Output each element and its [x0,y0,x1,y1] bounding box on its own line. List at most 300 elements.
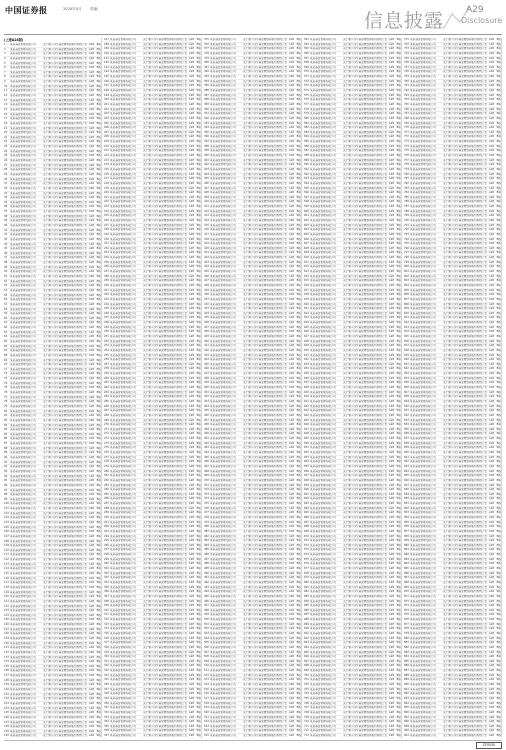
entry-page: A28 [288,116,294,120]
entry-page: A28 [288,288,294,292]
entry-page: A28 [188,302,194,306]
entry-page: A28 [388,209,394,213]
entry-number: 675 [304,557,309,561]
entry-page: A28 [488,177,494,181]
entry-edition: B版 [96,493,101,497]
entry-page: A28 [388,228,394,232]
entry-edition: B版 [396,399,401,403]
entry-company: 某某基金管理有限公司 [10,140,36,144]
entry-title: 关于旗下部分基金增加销售机构的公告 [343,177,388,181]
entry-title: 关于旗下部分基金增加销售机构的公告 [43,460,88,464]
entry-page: A28 [88,47,94,51]
entry-page: A28 [388,251,394,255]
entry-edition: B版 [196,427,201,431]
entry-title: 关于旗下部分基金增加销售机构的公告 [43,711,88,715]
entry-title: 关于旗下部分基金增加销售机构的公告 [243,502,288,506]
entry-edition: B版 [496,56,501,60]
entry-title: 关于旗下部分基金增加销售机构的公告 [43,697,88,701]
entry-page: A28 [88,544,94,548]
entry-company: 某某基金管理有限公司 [210,186,236,190]
entry-page: A28 [488,367,494,371]
entry-page: A28 [488,218,494,222]
entry-title: 关于旗下部分基金增加销售机构的公告 [243,246,288,250]
entry-company: 某某基金管理有限公司 [310,381,336,385]
entry-number: 649 [304,437,309,441]
entry-number: 295 [104,539,109,543]
entry-number: 771 [404,130,409,134]
entry-company: 某某基金管理有限公司 [210,228,236,232]
entry-company: 某某基金管理有限公司 [210,307,236,311]
entry-title: 关于旗下部分基金增加销售机构的公告 [43,428,88,432]
entry-number: 823 [404,372,409,376]
entry-title: 关于旗下部分基金增加销售机构的公告 [43,312,88,316]
entry-title: 关于旗下部分基金增加销售机构的公告 [243,181,288,185]
entry-company: 某某基金管理有限公司 [310,186,336,190]
entry-edition: B版 [396,585,401,589]
entry-edition: B版 [296,214,301,218]
entry-page: A28 [188,214,194,218]
entry-edition: B版 [196,734,201,738]
entry-title: 关于旗下部分基金增加销售机构的公告 [43,358,88,362]
entry-title: 关于旗下部分基金增加销售机构的公告 [43,149,88,153]
entry-number: 17 [4,117,8,121]
entry-company: 某某基金管理有限公司 [110,539,136,543]
entry-page: A28 [388,437,394,441]
entry-edition: B版 [96,562,101,566]
entry-company: 某某基金管理有限公司 [110,102,136,106]
entry-number: 293 [104,529,109,533]
entry-edition: B版 [496,283,501,287]
entry-title: 关于旗下部分基金增加销售机构的公告 [443,256,488,260]
entry-number: 795 [404,242,409,246]
entry-company: 某某基金管理有限公司 [310,163,336,167]
entry-company: 某某基金管理有限公司 [410,260,436,264]
entry-title: 关于旗下部分基金增加销售机构的公告 [243,497,288,501]
entry-edition: B版 [96,66,101,70]
entry-edition: B版 [296,372,301,376]
entry-edition: B版 [496,98,501,102]
entry-company: 某某基金管理有限公司 [210,251,236,255]
entry-number: 322 [104,664,109,668]
entry-company: 某某基金管理有限公司 [110,567,136,571]
entry-company: 某某基金管理有限公司 [10,632,36,636]
entry-number: 681 [304,585,309,589]
entry-title: 关于旗下部分基金增加销售机构的公告 [243,163,288,167]
entry-edition: B版 [296,594,301,598]
entry-number: 766 [404,107,409,111]
entry-number: 648 [304,432,309,436]
entry-number: 491 [204,576,209,580]
entry-title: 关于旗下部分基金增加销售机构的公告 [143,720,188,724]
entry-number: 674 [304,553,309,557]
entry-company: 某某基金管理有限公司 [10,507,36,511]
entry-page: A28 [188,232,194,236]
entry-company: 某某基金管理有限公司 [210,455,236,459]
entry-title: 关于旗下部分基金增加销售机构的公告 [443,353,488,357]
entry-company: 某某基金管理有限公司 [410,186,436,190]
entry-page: A28 [488,89,494,93]
entry-title: 关于旗下部分基金增加销售机构的公告 [143,316,188,320]
entry-number: 470 [204,478,209,482]
entry-title: 关于旗下部分基金增加销售机构的公告 [143,664,188,668]
entry-company: 某某基金管理有限公司 [310,529,336,533]
entry-number: 477 [204,511,209,515]
entry-company: 某某基金管理有限公司 [110,427,136,431]
entry-edition: B版 [396,576,401,580]
entry-number: 406 [204,181,209,185]
entry-title: 关于旗下部分基金增加销售机构的公告 [243,112,288,116]
entry-page: A28 [488,246,494,250]
entry-title: 关于旗下部分基金增加销售机构的公告 [343,126,388,130]
entry-number: 565 [304,47,309,51]
entry-page: A28 [188,562,194,566]
entry-edition: B版 [96,131,101,135]
entry-page: A28 [188,70,194,74]
entry-title: 关于旗下部分基金增加销售机构的公告 [43,210,88,214]
entry-title: 关于旗下部分基金增加销售机构的公告 [243,627,288,631]
entry-company: 某某基金管理有限公司 [210,706,236,710]
entry-company: 某某基金管理有限公司 [110,61,136,65]
entry-edition: B版 [496,47,501,51]
entry-number: 217 [104,177,109,181]
entry-title: 关于旗下部分基金增加销售机构的公告 [143,274,188,278]
entry-page: A28 [388,316,394,320]
entry-company: 某某基金管理有限公司 [410,102,436,106]
entry-title: 关于旗下部分基金增加销售机构的公告 [143,75,188,79]
entry-title: 关于旗下部分基金增加销售机构的公告 [443,126,488,130]
entry-company: 某某基金管理有限公司 [10,595,36,599]
entry-company: 某某基金管理有限公司 [310,641,336,645]
entry-company: 某某基金管理有限公司 [110,632,136,635]
entry-page: A28 [288,381,294,385]
entry-edition: B版 [296,580,301,584]
entry-edition: B版 [296,358,301,362]
entry-page: A28 [288,237,294,241]
entry-page: A28 [188,497,194,501]
entry-page: A28 [188,557,194,561]
entry-company: 某某基金管理有限公司 [110,47,136,51]
entry-title: 关于旗下部分基金增加销售机构的公告 [243,140,288,144]
entry-company: 某某基金管理有限公司 [310,367,336,371]
entry-page: A28 [188,390,194,394]
entry-number: 213 [104,158,109,162]
entry-number: 584 [304,135,309,139]
entry-number: 669 [304,529,309,533]
entry-title: 关于旗下部分基金增加销售机构的公告 [43,177,88,181]
entry-title: 关于旗下部分基金增加销售机构的公告 [443,409,488,413]
entry-page: A28 [88,623,94,627]
entry-edition: B版 [296,399,301,403]
entry-number: 139 [4,683,9,687]
entry-number: 826 [404,386,409,390]
entry-number: 525 [204,734,209,738]
entry-company: 某某基金管理有限公司 [110,112,136,116]
entry-edition: B版 [196,390,201,394]
entry-title: 关于旗下部分基金增加销售机构的公告 [443,47,488,51]
entry-title: 关于旗下部分基金增加销售机构的公告 [343,492,388,496]
entry-title: 关于旗下部分基金增加销售机构的公告 [243,395,288,399]
entry-company: 某某基金管理有限公司 [110,706,136,710]
entry-title: 关于旗下部分基金增加销售机构的公告 [43,159,88,163]
entry-number: 590 [304,163,309,167]
entry-page: A28 [388,622,394,626]
entry-edition: B版 [396,683,401,687]
entry-number: 602 [304,218,309,222]
entry-title: 关于旗下部分基金增加销售机构的公告 [343,529,388,533]
entry-company: 某某基金管理有限公司 [410,330,436,334]
entry-title: 关于旗下部分基金增加销售机构的公告 [43,483,88,487]
entry-page: A28 [388,158,394,162]
entry-edition: B版 [396,228,401,232]
entry-title: 关于旗下部分基金增加销售机构的公告 [343,84,388,88]
entry-company: 某某基金管理有限公司 [210,279,236,283]
entry-edition: B版 [496,135,501,139]
entry-edition: B版 [296,135,301,139]
entry-edition: B版 [196,710,201,714]
entry-title: 关于旗下部分基金增加销售机构的公告 [343,325,388,329]
entry-number: 434 [204,311,209,315]
entry-edition: B版 [196,683,201,687]
entry-page: A28 [188,163,194,167]
entry-edition: B版 [96,247,101,251]
entry-page: A28 [88,219,94,223]
entry-page: A28 [288,61,294,65]
entry-number: 21 [4,135,8,139]
entry-company: 某某基金管理有限公司 [310,102,336,106]
entry-number: 599 [304,205,309,209]
entry-number: 451 [204,390,209,394]
entry-number: 62 [4,326,8,330]
entry-company: 某某基金管理有限公司 [210,418,236,422]
entry-company: 某某基金管理有限公司 [10,131,36,135]
entry-page: A28 [88,646,94,650]
entry-number: 122 [4,604,9,608]
entry-page: A28 [288,692,294,696]
entry-page: A28 [188,539,194,543]
entry-edition: B版 [196,664,201,668]
entry-title: 关于旗下部分基金增加销售机构的公告 [343,251,388,255]
entry-edition: B版 [396,381,401,385]
entry-edition: B版 [96,80,101,84]
entry-number: 317 [104,641,109,645]
entry-company: 某某基金管理有限公司 [110,293,136,297]
entry-page: A28 [288,140,294,144]
entry-page: A28 [188,376,194,380]
entry-company: 某某基金管理有限公司 [310,432,336,436]
entry-title: 关于旗下部分基金增加销售机构的公告 [343,608,388,612]
entry-title: 关于旗下部分基金增加销售机构的公告 [443,102,488,106]
entry-number: 58 [4,307,8,311]
entry-number: 148 [4,725,9,729]
entry-edition: B版 [96,437,101,441]
entry-title: 关于旗下部分基金增加销售机构的公告 [243,622,288,626]
entry-title: 关于旗下部分基金增加销售机构的公告 [43,335,88,339]
entry-company: 某某基金管理有限公司 [210,641,236,645]
entry-number: 74 [4,381,8,385]
entry-title: 关于旗下部分基金增加销售机构的公告 [443,223,488,227]
entry-number: 246 [104,311,109,315]
entry-title: 关于旗下部分基金增加销售机构的公告 [443,89,488,93]
entry-title: 关于旗下部分基金增加销售机构的公告 [243,427,288,431]
entry-number: 595 [304,186,309,190]
entry-title: 关于旗下部分基金增加销售机构的公告 [443,65,488,69]
entry-page: A28 [388,307,394,311]
entry-edition: B版 [496,325,501,329]
entry-title: 关于旗下部分基金增加销售机构的公告 [243,715,288,719]
entry-edition: B版 [296,446,301,450]
entry-edition: B版 [496,205,501,209]
entry-title: 关于旗下部分基金增加销售机构的公告 [143,673,188,677]
entry-title: 关于旗下部分基金增加销售机构的公告 [343,256,388,260]
entry-number: 208 [104,135,109,139]
entry-number: 196 [104,79,109,83]
entry-company: 某某基金管理有限公司 [310,154,336,158]
entry-company: 某某基金管理有限公司 [10,186,36,190]
entry-company: 某某基金管理有限公司 [210,209,236,213]
entry-company: 某某基金管理有限公司 [110,669,136,673]
entry-edition: B版 [296,47,301,51]
entry-company: 某某基金管理有限公司 [210,47,236,51]
entry-title: 关于旗下部分基金增加销售机构的公告 [43,544,88,548]
entry-number: 572 [304,79,309,83]
entry-edition: B版 [296,655,301,659]
entry-company: 某某基金管理有限公司 [10,163,36,167]
entry-company: 某某基金管理有限公司 [210,427,236,431]
entry-number: 224 [104,209,109,213]
entry-title: 关于旗下部分基金增加销售机构的公告 [343,483,388,487]
entry-title: 关于旗下部分基金增加销售机构的公告 [43,660,88,664]
entry-company: 某某基金管理有限公司 [310,283,336,287]
entry-title: 关于旗下部分基金增加销售机构的公告 [143,548,188,552]
entry-number: 375 [204,38,209,41]
entry-page: A28 [388,93,394,97]
entry-page: A28 [88,520,94,524]
entry-edition: B版 [296,483,301,487]
entry-company: 某某基金管理有限公司 [10,442,36,446]
entry-page: A28 [88,135,94,139]
entry-number: 757 [404,65,409,69]
entry-company: 某某基金管理有限公司 [110,274,136,278]
entry-title: 关于旗下部分基金增加销售机构的公告 [143,724,188,728]
entry-edition: B版 [296,724,301,728]
entry-number: 634 [304,367,309,371]
entry-company: 某某基金管理有限公司 [210,84,236,88]
entry-title: 关于旗下部分基金增加销售机构的公告 [243,557,288,561]
entry-page: A28 [288,84,294,88]
entry-title: 关于旗下部分基金增加销售机构的公告 [243,344,288,348]
entry-edition: B版 [496,260,501,264]
entry-number: 651 [304,446,309,450]
entry-edition: B版 [96,84,101,88]
entry-title: 关于旗下部分基金增加销售机构的公告 [243,274,288,278]
entry-title: 关于旗下部分基金增加销售机构的公告 [43,265,88,269]
entry-title: 关于旗下部分基金增加销售机构的公告 [43,279,88,283]
entry-number: 98 [4,493,8,497]
entry-number: 332 [104,710,109,714]
entry-number: 810 [404,311,409,315]
entry-number: 238 [104,274,109,278]
entry-number: 389 [204,102,209,106]
entry-page: A28 [388,678,394,682]
entry-title: 关于旗下部分基金增加销售机构的公告 [343,302,388,306]
entry-title: 关于旗下部分基金增加销售机构的公告 [343,367,388,371]
entry-title: 关于旗下部分基金增加销售机构的公告 [43,456,88,460]
entry-page: A28 [488,126,494,130]
entry-company: 某某基金管理有限公司 [310,418,336,422]
entry-company: 某某基金管理有限公司 [210,102,236,106]
entry-page: A28 [388,362,394,366]
entry-number: 260 [104,376,109,380]
entry-title: 关于旗下部分基金增加销售机构的公告 [143,209,188,213]
entry-title: 关于旗下部分基金增加销售机构的公告 [243,330,288,334]
entry-number: 417 [204,232,209,236]
entry-edition: B版 [196,409,201,413]
entry-title: 关于旗下部分基金增加销售机构的公告 [443,144,488,148]
entry-company: 某某基金管理有限公司 [310,158,336,162]
entry-title: 关于旗下部分基金增加销售机构的公告 [343,734,388,738]
entry-edition: B版 [396,344,401,348]
entry-edition: B版 [296,154,301,158]
entry-edition: B版 [96,135,101,139]
entry-page: A28 [188,89,194,93]
entry-edition: B版 [96,711,101,715]
entry-number: 36 [4,205,8,209]
entry-company: 某某基金管理有限公司 [10,56,36,60]
entry-page: A28 [388,427,394,431]
entry-company: 某某基金管理有限公司 [110,79,136,83]
entry-company: 某某基金管理有限公司 [210,79,236,83]
entry-page: A28 [188,205,194,209]
entry-edition: B版 [396,42,401,46]
entry-company: 某某基金管理有限公司 [110,469,136,473]
entry-company: 某某基金管理有限公司 [310,390,336,394]
entry-title: 关于旗下部分基金增加销售机构的公告 [143,511,188,515]
entry-company: 某某基金管理有限公司 [10,609,36,613]
entry-number: 812 [404,321,409,325]
entry-title: 关于旗下部分基金增加销售机构的公告 [343,47,388,51]
entry-company: 某某基金管理有限公司 [210,413,236,417]
entry-edition: B版 [296,121,301,125]
entry-company: 某某基金管理有限公司 [310,441,336,445]
entry-page: A28 [88,525,94,529]
entry-page: A28 [388,734,394,738]
entry-page: A28 [88,683,94,687]
entry-number: 222 [104,200,109,204]
entry-edition: B版 [296,386,301,390]
entry-title: 关于旗下部分基金增加销售机构的公告 [343,265,388,269]
entry-company: 某某基金管理有限公司 [210,121,236,125]
entry-company: 某某基金管理有限公司 [110,251,136,255]
entry-number: 469 [204,474,209,478]
entry-company: 某某基金管理有限公司 [410,386,436,390]
entry-title: 关于旗下部分基金增加销售机构的公告 [43,233,88,237]
entry-company: 某某基金管理有限公司 [310,687,336,691]
entry-company: 某某基金管理有限公司 [10,353,36,357]
entry-title: 关于旗下部分基金增加销售机构的公告 [343,362,388,366]
entry-title: 关于旗下部分基金增加销售机构的公告 [243,506,288,510]
entry-company: 某某基金管理有限公司 [10,349,36,353]
entry-page: A28 [188,93,194,97]
entry-company: 某某基金管理有限公司 [10,288,36,292]
entry-edition: B版 [396,56,401,60]
entry-title: 关于旗下部分基金增加销售机构的公告 [343,404,388,408]
entry-edition: B版 [296,729,301,733]
entry-company: 某某基金管理有限公司 [110,279,136,283]
entry-edition: B版 [296,622,301,626]
entry-number: 629 [304,344,309,348]
entry-page: A28 [488,65,494,69]
entry-number: 35 [4,200,8,204]
